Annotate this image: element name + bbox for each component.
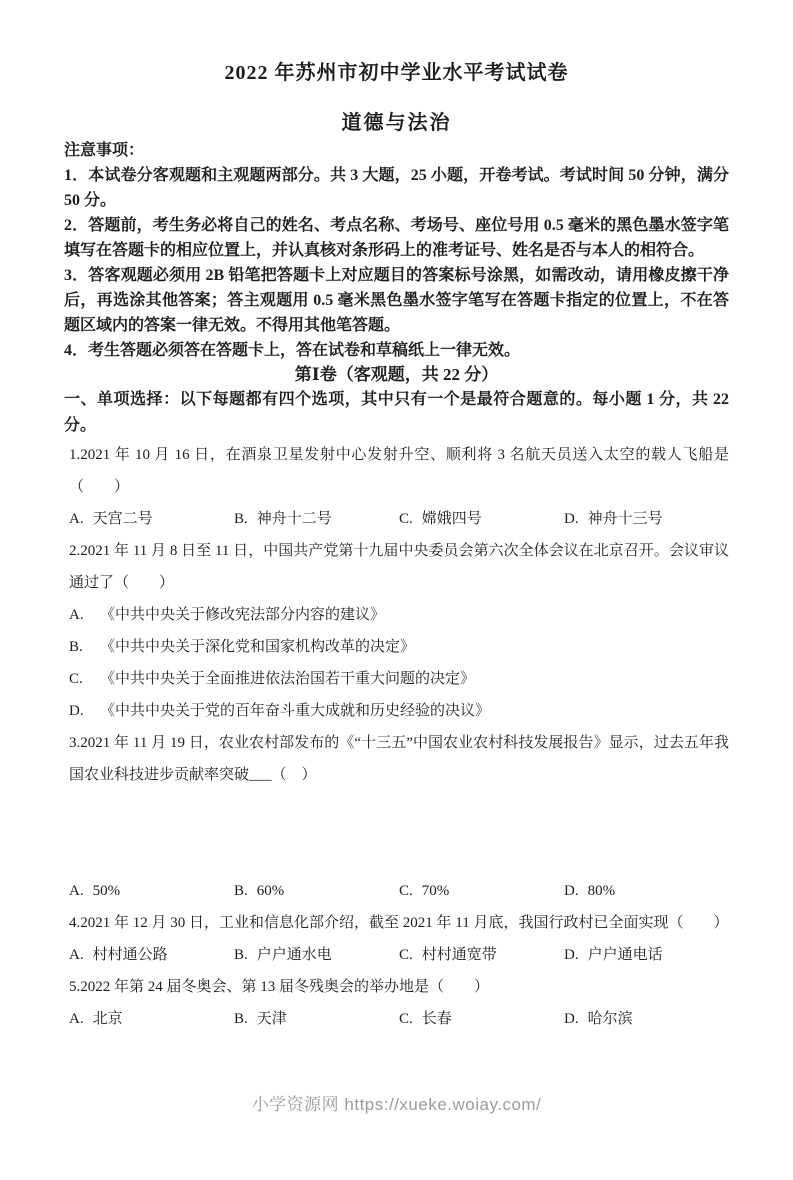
notice-item-1: 1．本试卷分客观题和主观题两部分。共 3 大题，25 小题，开卷考试。考试时间 50 分钟，满分 50 分。 <box>64 167 729 209</box>
question-5-options <box>69 1003 729 1035</box>
option-a <box>69 503 234 535</box>
question-body: 2021 年 11 月 19 日，农业农村部发布的《“十三五”中国农业农村科技发展报告》显示，过去五年我国农业科技进步贡献率突破___（ ） <box>69 735 729 783</box>
option-text: 村村通公路 <box>92 947 168 963</box>
option-d <box>69 695 729 727</box>
option-text: 50% <box>92 883 121 899</box>
question-3-blank-space <box>69 791 729 875</box>
option-label: A. <box>69 607 84 623</box>
option-text: 《中共中央关于修改宪法部分内容的建议》 <box>100 607 386 623</box>
footer-watermark: 小学资源网 https://xueke.woiay.com/ <box>251 1095 542 1114</box>
exam-paper-page <box>0 58 793 1180</box>
question-number: 5. <box>69 979 81 995</box>
option-d <box>564 875 729 907</box>
question-body: 2022 年第 24 届冬奥会、第 13 届冬残奥会的举办地是（ ） <box>80 979 490 995</box>
option-d <box>564 1003 729 1035</box>
option-label: A. <box>69 511 84 527</box>
option-text: 哈尔滨 <box>587 1011 633 1027</box>
notice-heading: 注意事项： <box>64 142 145 159</box>
question-text <box>69 439 729 503</box>
option-label: C. <box>69 671 83 687</box>
option-label: B. <box>234 947 248 963</box>
option-text: 神舟十二号 <box>256 511 332 527</box>
question-1-options <box>69 503 729 535</box>
question-body: 2021 年 10 月 16 日，在酒泉卫星发射中心发射升空、顺利将 3 名航天员送入太空的载人飞船是（ ） <box>69 447 729 495</box>
option-b <box>234 939 399 971</box>
option-text: 长春 <box>421 1011 452 1027</box>
option-a <box>69 1003 234 1035</box>
question-4-options <box>69 939 729 971</box>
option-text: 户户通电话 <box>587 947 663 963</box>
option-label: D. <box>69 703 84 719</box>
option-text: 《中共中央关于党的百年奋斗重大成就和历史经验的决议》 <box>100 703 491 719</box>
section-1-title: 第Ⅰ卷（客观题，共 22 分） <box>294 365 499 384</box>
exam-title: 2022 年苏州市初中学业水平考试试卷 <box>224 62 569 84</box>
option-text: 户户通水电 <box>256 947 332 963</box>
question-body: 2021 年 11 月 8 日至 11 日，中国共产党第十九届中央委员会第六次全体会议在北京召开。会议审议通过了（ ） <box>69 543 729 591</box>
question-3-options <box>69 875 729 907</box>
option-label: B. <box>234 1011 248 1027</box>
question-1 <box>69 439 729 535</box>
question-5 <box>69 971 729 1035</box>
option-c <box>399 875 564 907</box>
notice-item-3: 3．答客观题必须用 2B 铅笔把答题卡上对应题目的答案标号涂黑，如需改动，请用橡皮擦干净后，再选涂其他答案；答主观题用 0.5 毫米黑色墨水签字笔写在答题卡指定的位置上，不在答题区域内的答案一律无效。不得用其他笔答题。 <box>64 267 729 334</box>
option-text: 村村通宽带 <box>421 947 497 963</box>
option-b <box>234 875 399 907</box>
option-label: B. <box>69 639 83 655</box>
notice-section <box>64 138 729 363</box>
section-1-intro: 一、单项选择：以下每题都有四个选项，其中只有一个是最符合题意的。每小题 1 分，共 22 分。 <box>64 391 729 434</box>
option-b <box>234 503 399 535</box>
question-number: 3. <box>69 735 81 751</box>
option-d <box>564 939 729 971</box>
option-label: C. <box>399 1011 413 1027</box>
question-text <box>69 971 729 1003</box>
exam-subject: 道德与法治 <box>341 112 452 134</box>
questions-area <box>64 439 729 1035</box>
option-text: 《中共中央关于全面推进依法治国若干重大问题的决定》 <box>100 671 476 687</box>
option-a <box>69 875 234 907</box>
option-c <box>399 1003 564 1035</box>
option-text: 天津 <box>256 1011 287 1027</box>
question-text <box>69 727 729 791</box>
question-text <box>69 907 729 939</box>
option-label: A. <box>69 947 84 963</box>
option-c <box>69 663 729 695</box>
option-label: D. <box>564 1011 579 1027</box>
option-label: A. <box>69 883 84 899</box>
option-a <box>69 599 729 631</box>
question-4 <box>69 907 729 971</box>
question-2-options <box>69 599 729 727</box>
question-number: 2. <box>69 543 81 559</box>
notice-item-4: 4．考生答题必须答在答题卡上，答在试卷和草稿纸上一律无效。 <box>64 342 521 359</box>
notice-item-2: 2．答题前，考生务必将自己的姓名、考点名称、考场号、座位号用 0.5 毫米的黑色墨水签字笔填写在答题卡的相应位置上，并认真核对条形码上的准考证号、姓名是否与本人的相符合。 <box>64 217 729 259</box>
option-text: 70% <box>421 883 450 899</box>
option-text: 天宫二号 <box>92 511 153 527</box>
option-text: 《中共中央关于深化党和国家机构改革的决定》 <box>100 639 416 655</box>
option-text: 北京 <box>92 1011 123 1027</box>
question-number: 4. <box>69 915 81 931</box>
option-label: B. <box>234 511 248 527</box>
question-body: 2021 年 12 月 30 日，工业和信息化部介绍，截至 2021 年 11 月底，我国行政村已全面实现（ ） <box>80 915 729 931</box>
option-d <box>564 503 729 535</box>
option-label: D. <box>564 511 579 527</box>
option-text: 神舟十三号 <box>587 511 663 527</box>
question-3 <box>69 727 729 907</box>
option-text: 60% <box>256 883 285 899</box>
option-a <box>69 939 234 971</box>
option-label: D. <box>564 947 579 963</box>
option-c <box>399 503 564 535</box>
option-label: C. <box>399 883 413 899</box>
option-label: C. <box>399 947 413 963</box>
option-b <box>234 1003 399 1035</box>
question-2 <box>69 535 729 727</box>
option-label: C. <box>399 511 413 527</box>
question-text <box>69 535 729 599</box>
option-label: A. <box>69 1011 84 1027</box>
option-label: B. <box>234 883 248 899</box>
option-text: 嫦娥四号 <box>421 511 482 527</box>
option-text: 80% <box>587 883 616 899</box>
option-label: D. <box>564 883 579 899</box>
option-c <box>399 939 564 971</box>
option-b <box>69 631 729 663</box>
question-number: 1. <box>69 447 81 463</box>
